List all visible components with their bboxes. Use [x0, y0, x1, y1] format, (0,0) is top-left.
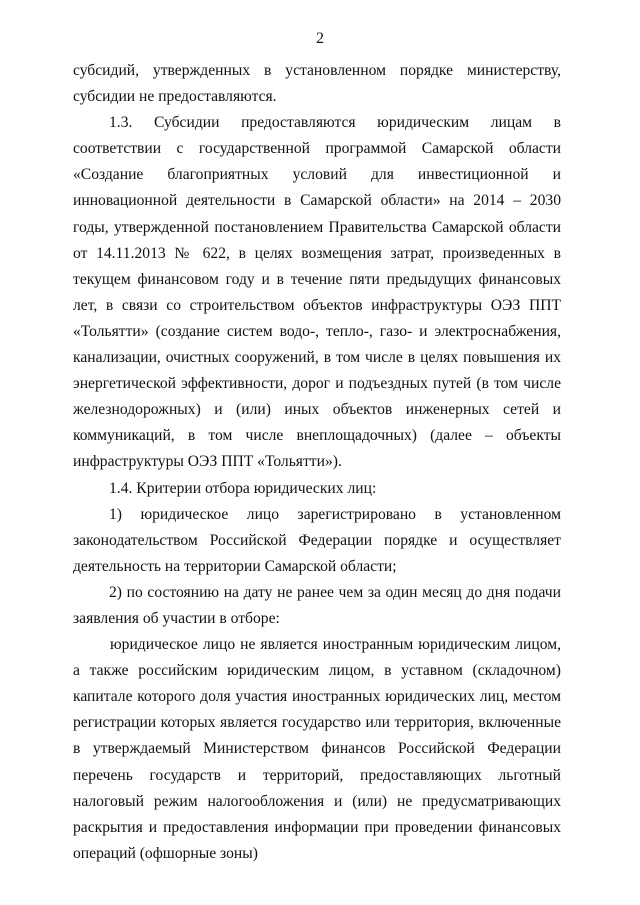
paragraph-1-3: 1.3. Субсидии предоставляются юридическим лицам в соответствии с государственной программой Самарской области «Создание благоприятных условий для инвестиционной и инновационной деятельности в Самарской области» на 2014 – 2030 годы, утвержденной постановлением Правительства Самарской области от 14.11.2013 № 622, в целях возмещения затрат, произведенных в текущем финансовом году и в течение пяти предыдущих финансовых лет, в связи со строительством объектов инфраструктуры ОЭЗ ППТ «Тольятти» (создание систем водо-, тепло-, газо- и электроснабжения, канализации, очистных сооружений, в том числе в целях повышения их энергетической эффективности, дорог и подъездных путей (в том числе железнодорожных) и (или) иных объектов инженерных сетей и коммуникаций, в том числе внеплощадочных) (далее – объекты инфраструктуры ОЭЗ ППТ «Тольятти»). — [73, 114, 561, 471]
criterion-2: 2) по состоянию на дату не ранее чем за один месяц до дня подачи заявления об участии в отборе: — [73, 583, 561, 627]
criterion-2-detail: юридическое лицо не является иностранным юридическим лицом, а также российским юридическим лицом, в уставном (складочном) капитале которого доля участия иностранных юридических лиц, местом регистрации которых является государство или территория, включенные в утверждаемый Министерством финансов Российской Федерации перечень государств и территорий, предоставляющих льготный налоговый режим налогообложения и (или) не предусматривающих раскрытия и предоставления информации при проведении финансовых операций (офшорные зоны) — [73, 636, 561, 862]
page-number: 2 — [316, 30, 324, 47]
criterion-1: 1) юридическое лицо зарегистрировано в установленном законодательством Российской Федерации порядке и осуществляет деятельность на территории Самарской области; — [73, 505, 561, 575]
paragraph-1-4: 1.4. Критерии отбора юридических лиц: — [109, 479, 377, 497]
paragraph-continuation: субсидий, утвержденных в установленном порядке министерству, субсидии не предоставляются. — [73, 62, 561, 106]
document-body — [73, 58, 561, 867]
